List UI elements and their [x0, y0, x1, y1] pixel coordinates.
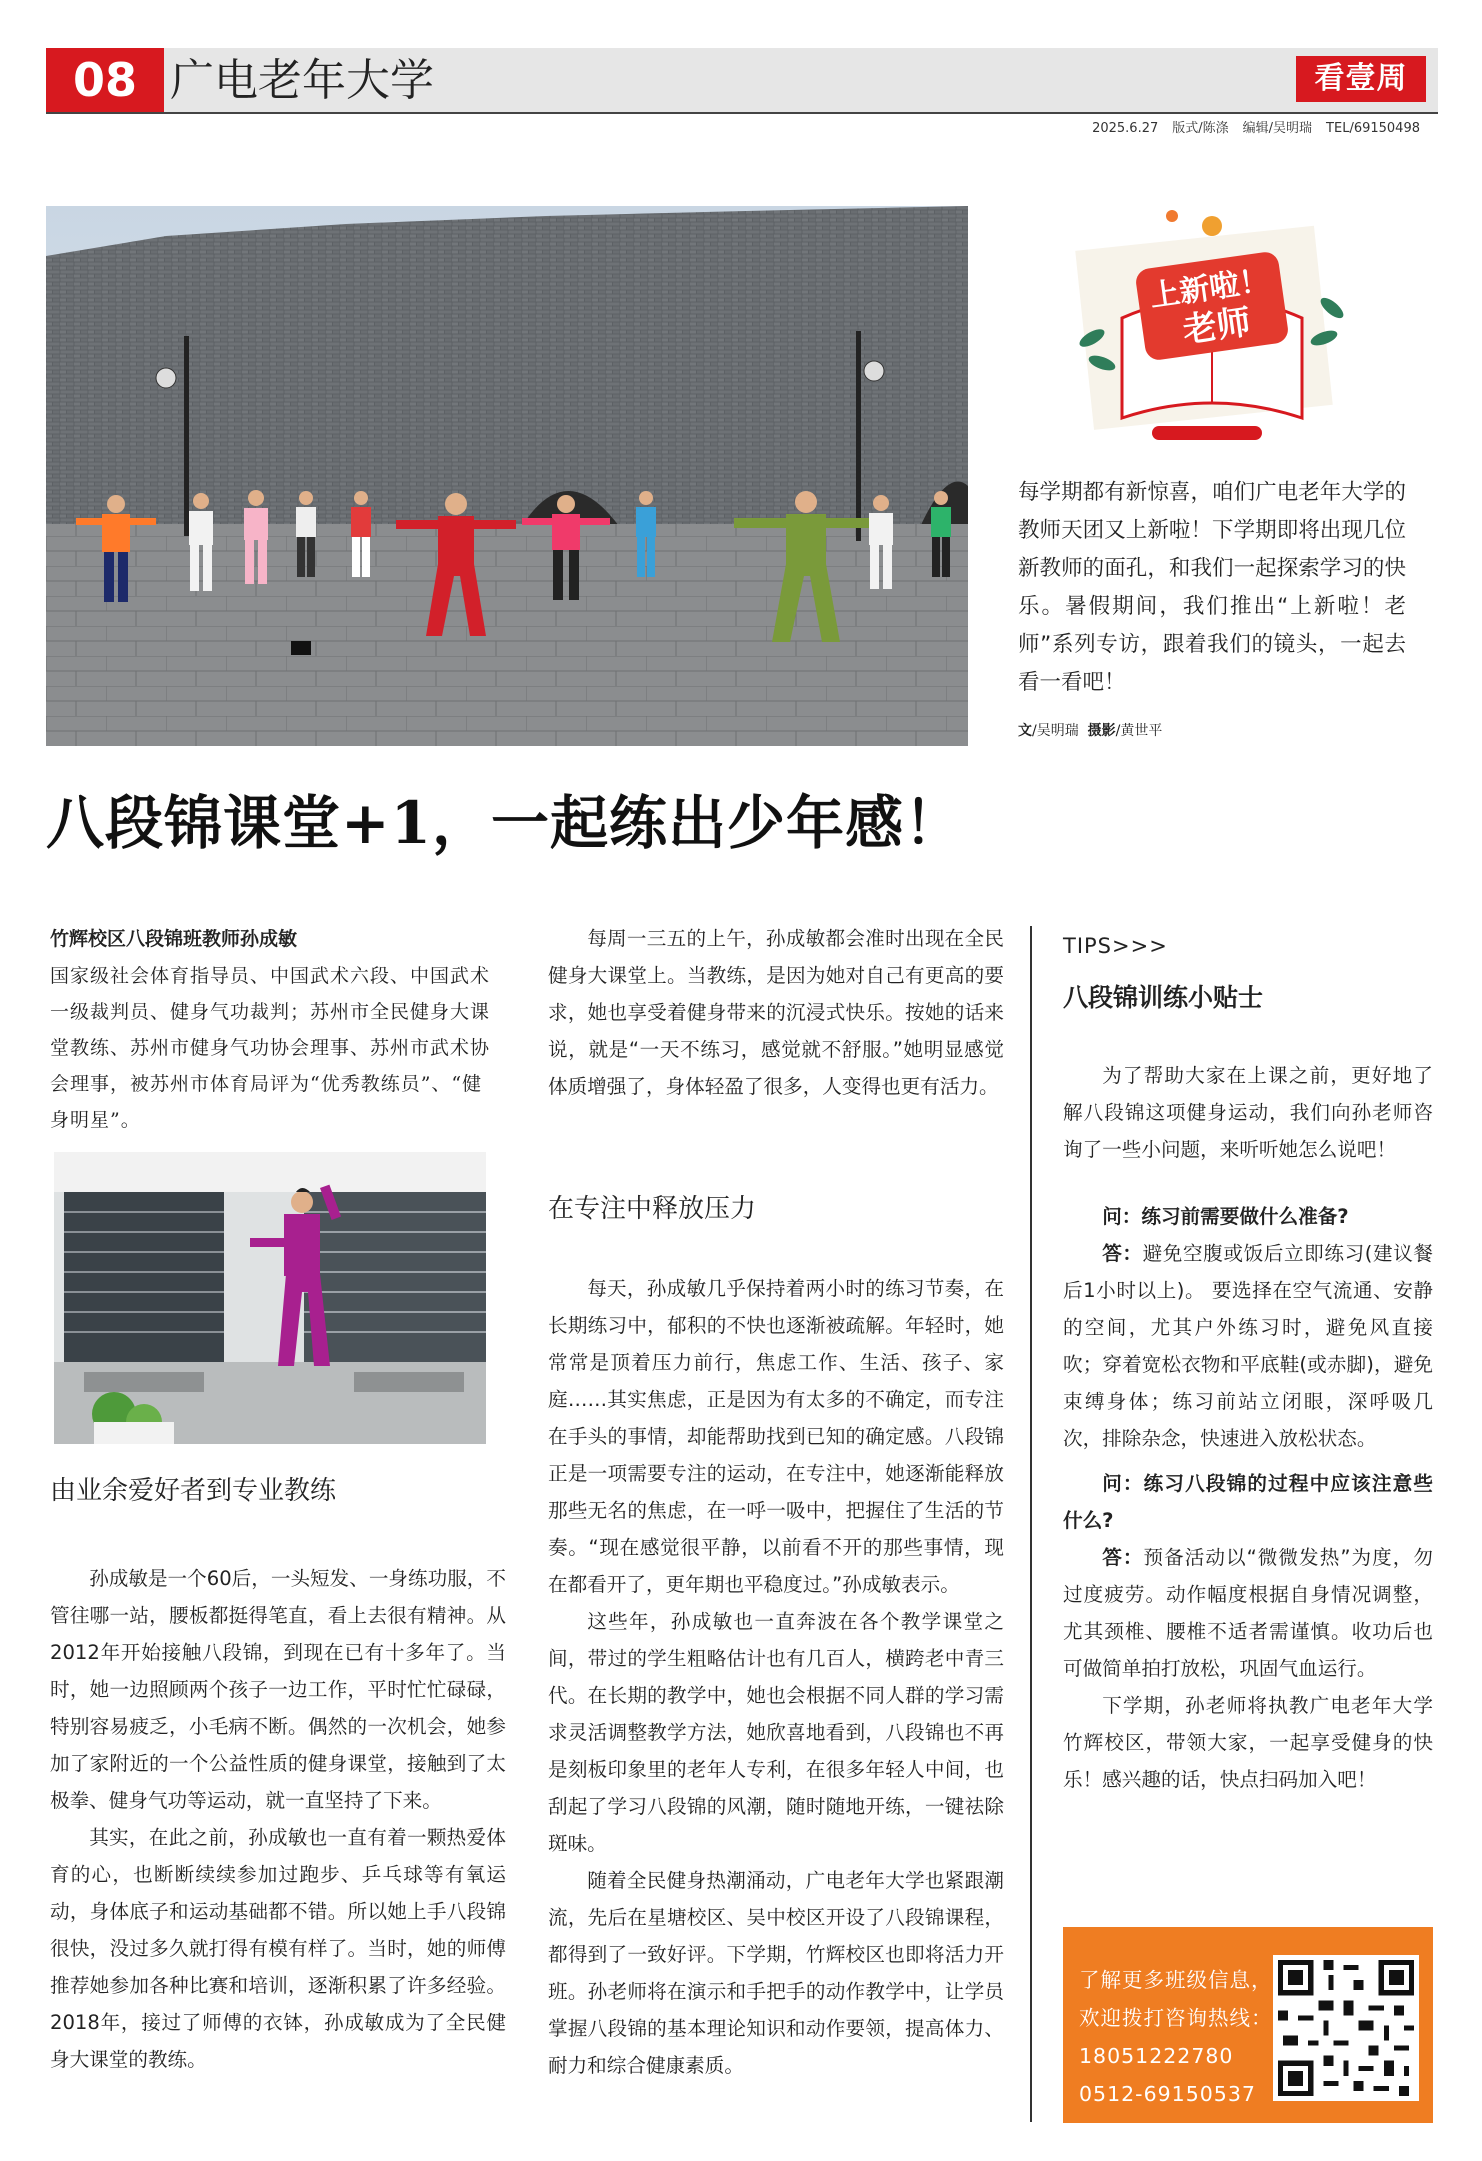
tips-title: 八段锦训练小贴士: [1063, 983, 1264, 1012]
tips-question-2: 问：练习八段锦的过程中应该注意些什么?: [1063, 1472, 1433, 1532]
qr-code-icon[interactable]: [1273, 1955, 1419, 2101]
banner-line1: 上新啦！: [1147, 262, 1272, 315]
issue-meta: [1078, 117, 1420, 136]
editor-credit: 编辑/吴明瑞: [1242, 121, 1313, 136]
credits: [1018, 720, 1162, 740]
tips-body: [1063, 1057, 1433, 1798]
contact-line2: 欢迎拨打咨询热线：: [1079, 2006, 1273, 2030]
answer-text-1: 避免空腹或饭后立即练习(建议餐后1小时以上)。 要选择在空气流通、安静的空间，尤其户外练习时，避免风直接吹；穿着宽松衣物和平底鞋(或赤脚)，避免束缚身体；练习前站立闭眼，深呼吸几次，排除杂念，快速进入放松状态。: [1063, 1242, 1433, 1450]
tips-answer-1: [1063, 1235, 1433, 1457]
col2-intro: [548, 920, 1004, 1105]
answer-label-2: 答：: [1102, 1546, 1144, 1569]
section1-paragraph-1: 孙成敏是一个60后，一头短发、一身练功服，不管往哪一站，腰板都挺得笔直，看上去很有精神。从2012年开始接触八段锦，到现在已有十多年了。当时，她一边照顾两个孩子一边工作，平时忙忙碌碌，特别容易疲乏，小毛病不断。偶然的一次机会，她参加了家附近的一个公益性质的健身课堂，接触到了太极拳、健身气功等运动，就一直坚持了下来。: [50, 1567, 506, 1812]
col2-paragraph-2: 每天，孙成敏几乎保持着两小时的练习节奏，在长期练习中，郁积的不快也逐渐被疏解。年轻时，她常常是顶着压力前行，焦虑工作、生活、孩子、家庭……其实焦虑，正是因为有太多的不确定，而专注在手头的事情，却能帮助找到已知的确定感。八段锦正是一项需要专注的运动，在专注中，她逐渐能释放那些无名的焦虑，在一呼一吸中，把握住了生活的节奏。“现在感觉很平静，以前看不开的那些事情，现在都看开了，更年期也平稳度过。”孙成敏表示。: [548, 1277, 1004, 1596]
contact-text: [1079, 1961, 1273, 2113]
credit-photo-label: 摄影: [1087, 723, 1116, 739]
credit-text-name: /吴明瑞: [1032, 723, 1079, 739]
headline: 八段锦课堂+1，一起练出少年感！: [46, 789, 963, 857]
contact-phone2: 0512-69150537: [1079, 2082, 1256, 2106]
section-title: 广电老年大学: [170, 55, 434, 106]
intro-text: 每学期都有新惊喜，咱们广电老年大学的教师天团又上新啦！下学期即将出现几位新教师的面孔，和我们一起探索学习的快乐。暑假期间，我们推出“上新啦！老师”系列专访，跟着我们的镜头，一起去看一看吧！: [1018, 480, 1406, 695]
tel-credit: TEL/69150498: [1326, 121, 1420, 136]
tips-question-1: 问：练习前需要做什么准备?: [1102, 1205, 1349, 1228]
section1-paragraph-2: 其实，在此之前，孙成敏也一直有着一颗热爱体育的心，也断断续续参加过跑步、乒乓球等有氧运动，身体底子和运动基础都不错。所以她上手八段锦很快，没过多久就打得有模有样了。当时，她的师傅推荐她参加各种比赛和培训，逐渐积累了许多经验。2018年，接过了师傅的衣钵，孙成敏成为了全民健身大课堂的教练。: [50, 1826, 506, 2071]
profile-bio: 国家级社会体育指导员、中国武术六段、中国武术一级裁判员、健身气功裁判；苏州市全民健身大课堂教练、苏州市健身气功协会理事、苏州市武术协会理事，被苏州市体育局评为“优秀教练员”、“健身明星”。: [50, 965, 491, 1131]
contact-phone1: 18051222780: [1079, 2044, 1234, 2068]
series-banner: [1062, 198, 1362, 468]
section2-heading: 在专注中释放压力: [548, 1194, 757, 1224]
tips-label: TIPS>>>: [1063, 934, 1168, 958]
layout-credit: 版式/陈涤: [1172, 121, 1229, 136]
tips-outro: 下学期，孙老师将执教广电老年大学竹辉校区，带领大家，一起享受健身的快乐！感兴趣的话，快点扫码加入吧！: [1063, 1694, 1433, 1791]
issue-date: 2025.6.27: [1092, 121, 1159, 136]
column-divider: [1030, 926, 1032, 2122]
answer-label-1: 答：: [1102, 1242, 1143, 1265]
col2-paragraph-3: 这些年，孙成敏也一直奔波在各个教学课堂之间，带过的学生粗略估计也有几百人，横跨老中青三代。在长期的教学中，她也会根据不同人群的学习需求灵活调整教学方法，她欣喜地看到，八段锦也不再是刻板印象里的老年人专利，在很多年轻人中间，也刮起了学习八段锦的风潮，随时随地开练，一键祛除斑味。: [548, 1610, 1004, 1855]
teacher-photo: [54, 1152, 486, 1444]
main-photo: [46, 206, 968, 746]
credit-photo-name: /黄世平: [1115, 723, 1163, 739]
section1-body: [50, 1560, 506, 2078]
tips-intro: 为了帮助大家在上课之前，更好地了解八段锦这项健身运动，我们向孙老师咨询了一些小问题，来听听她怎么说吧！: [1063, 1064, 1433, 1161]
banner-line2: 老师: [1180, 301, 1254, 352]
page-number: 08: [46, 48, 164, 112]
col2-paragraph-1: 每周一三五的上午，孙成敏都会准时出现在全民健身大课堂上。当教练，是因为她对自己有更高的要求，她也享受着健身带来的沉浸式快乐。按她的话来说，就是“一天不练习，感觉就不舒服。”她明显感觉体质增强了，身体轻盈了很多，人变得也更有活力。: [548, 927, 1004, 1098]
contact-box: [1063, 1927, 1433, 2123]
section2-body: [548, 1270, 1004, 2084]
brand-logo: 看壹周: [1296, 56, 1426, 102]
credit-text-label: 文: [1018, 723, 1032, 739]
contact-line1: 了解更多班级信息，: [1079, 1968, 1273, 1992]
tips-answer-2: [1063, 1539, 1433, 1687]
answer-text-2: 预备活动以“微微发热”为度，勿过度疲劳。动作幅度根据自身情况调整，尤其颈椎、腰椎不适者需谨慎。收功后也可做简单拍打放松，巩固气血运行。: [1063, 1546, 1433, 1680]
col2-paragraph-4: 随着全民健身热潮涌动，广电老年大学也紧跟潮流，先后在星塘校区、吴中校区开设了八段锦课程，都得到了一致好评。下学期，竹辉校区也即将活力开班。孙老师将在演示和手把手的动作教学中，让学员掌握八段锦的基本理论知识和动作要领，提高体力、耐力和综合健康素质。: [548, 1869, 1004, 2077]
profile-title: 竹辉校区八段锦班教师孙成敏: [50, 928, 298, 950]
section1-heading: 由业余爱好者到专业教练: [50, 1476, 337, 1506]
